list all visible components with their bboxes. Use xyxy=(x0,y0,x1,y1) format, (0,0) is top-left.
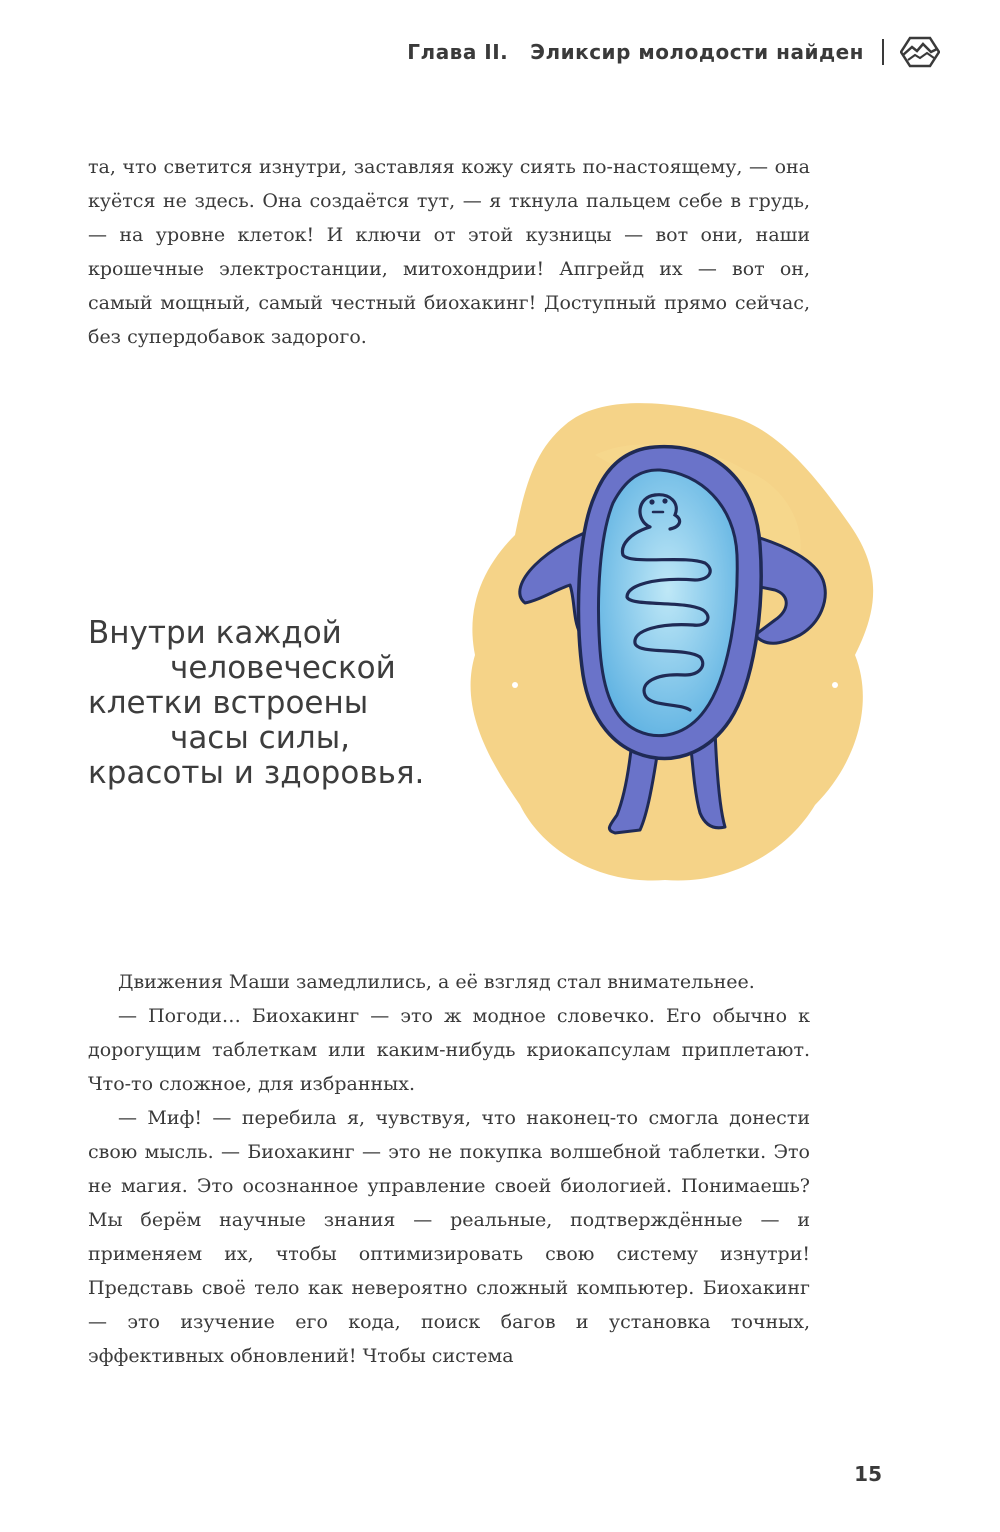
pull-quote-line: красоты и здоровья. xyxy=(88,755,425,791)
body-paragraph: — Погоди… Биохакинг — это ж модное словечко. Его обычно к дорогущим таблеткам или каким-нибудь криокапсулам приплетают. Что-то сложное, для избранных. xyxy=(88,1005,810,1095)
chapter-number: Глава II. xyxy=(407,40,509,64)
mitochondria-character-icon xyxy=(455,385,885,895)
header-divider xyxy=(882,39,884,65)
page-number: 15 xyxy=(854,1462,882,1486)
body-paragraph: та, что светится изнутри, заставляя кожу сиять по-настоящему, — она куётся не здесь. Она создаётся тут, — я ткнула пальцем себе в грудь, — на уровне клеток! И ключи от этой кузницы — вот они, наши крошечные электростанции, митохондрии! Апгрейд их — вот он, самый мощный, самый честный биохакинг! Доступный прямо сейчас, без супердобавок задорого. xyxy=(88,156,810,348)
body-paragraph: Движения Маши замедлились, а её взгляд стал внимательнее. xyxy=(118,971,755,993)
mountain-hexagon-icon xyxy=(900,36,940,68)
pull-quote-line: Внутри каждой xyxy=(88,615,342,651)
body-paragraph: — Миф! — перебила я, чувствуя, что наконец-то смогла донести свою мысль. — Биохакинг — это не покупка волшебной таблетки. Это не магия. Это осознанное управление своей биологией. Понимаешь? Мы берём научные знания — реальные, подтверждённые — и применяем их, чтобы оптимизировать свою систему изнутри! Представь своё тело как невероятно сложный компьютер. Биохакинг — это изучение его кода, поиск багов и установка точных, эффективных обновлений! Чтобы система xyxy=(88,1107,810,1367)
pull-quote-line: часы силы, xyxy=(170,720,351,756)
pull-quote xyxy=(88,616,424,791)
pull-quote-line: человеческой xyxy=(170,650,396,686)
running-header xyxy=(0,36,940,68)
pull-quote-line: клетки встроены xyxy=(88,685,369,721)
chapter-title: Эликсир молодости найден xyxy=(530,40,864,64)
top-paragraph xyxy=(88,150,810,354)
bottom-text xyxy=(88,965,810,1373)
